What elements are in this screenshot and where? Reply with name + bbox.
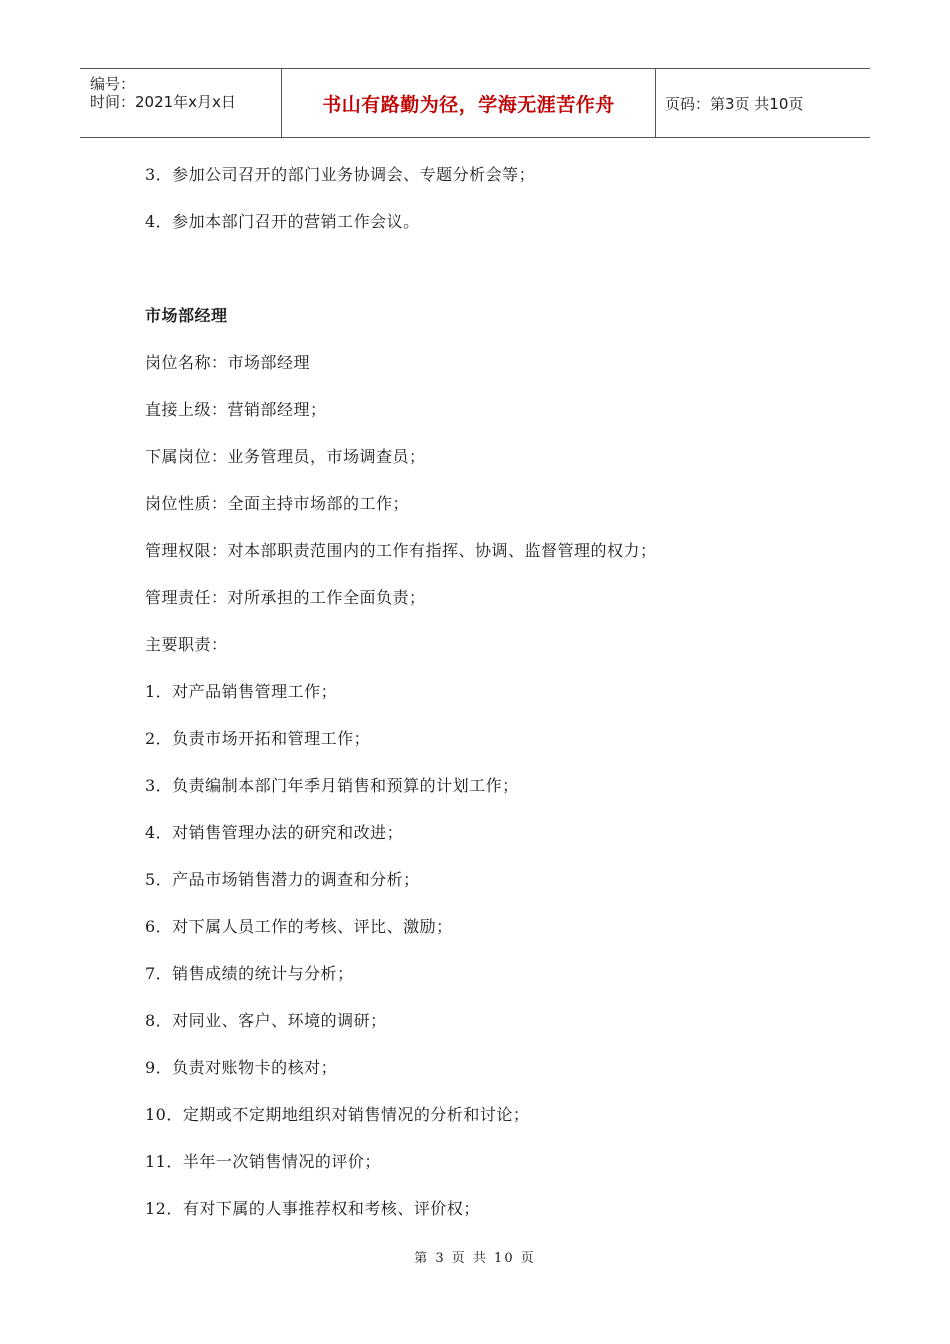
- duty-item: 5．产品市场销售潜力的调查和分析；: [145, 870, 420, 889]
- page-footer: 第 3 页 共 10 页: [414, 1251, 536, 1266]
- main-duties-label: 主要职责：: [145, 635, 228, 654]
- header-right-cell: [655, 69, 870, 137]
- page-header: [80, 68, 870, 138]
- document-number: 编号：: [90, 75, 136, 93]
- position-nature: 岗位性质：全面主持市场部的工作；: [145, 494, 410, 513]
- duty-item: 6．对下属人员工作的考核、评比、激励；: [145, 917, 453, 936]
- duty-item: 4．参加本部门召开的营销工作会议。: [145, 212, 420, 231]
- document-date: 时间：2021年x月x日: [90, 93, 236, 111]
- duty-item: 11．半年一次销售情况的评价；: [145, 1152, 381, 1171]
- management-responsibility: 管理责任：对所承担的工作全面负责；: [145, 588, 426, 607]
- direct-supervisor: 直接上级：营销部经理；: [145, 400, 327, 419]
- duty-item: 10．定期或不定期地组织对销售情况的分析和讨论；: [145, 1105, 530, 1124]
- motto-text: 书山有路勤为径，学海无涯苦作舟: [322, 93, 615, 116]
- duty-item: 1．对产品销售管理工作；: [145, 682, 338, 701]
- header-left-cell: [80, 69, 281, 137]
- section-heading: 市场部经理: [145, 306, 228, 325]
- duty-item: 9．负责对账物卡的核对；: [145, 1058, 338, 1077]
- duty-item: 7．销售成绩的统计与分析；: [145, 964, 354, 983]
- duty-item: 4．对销售管理办法的研究和改进；: [145, 823, 404, 842]
- management-authority: 管理权限：对本部职责范围内的工作有指挥、协调、监督管理的权力；: [145, 541, 657, 560]
- header-motto-cell: [281, 69, 656, 137]
- duty-item: 3．负责编制本部门年季月销售和预算的计划工作；: [145, 776, 519, 795]
- duty-item: 12．有对下属的人事推荐权和考核、评价权；: [145, 1199, 480, 1218]
- subordinate-positions: 下属岗位：业务管理员，市场调查员；: [145, 447, 426, 466]
- duty-item: 3．参加公司召开的部门业务协调会、专题分析会等；: [145, 165, 536, 184]
- header-page-number: 页码：第3页 共10页: [665, 94, 804, 113]
- position-name: 岗位名称：市场部经理: [145, 353, 311, 372]
- duty-item: 8．对同业、客户、环境的调研；: [145, 1011, 387, 1030]
- duty-item: 2．负责市场开拓和管理工作；: [145, 729, 371, 748]
